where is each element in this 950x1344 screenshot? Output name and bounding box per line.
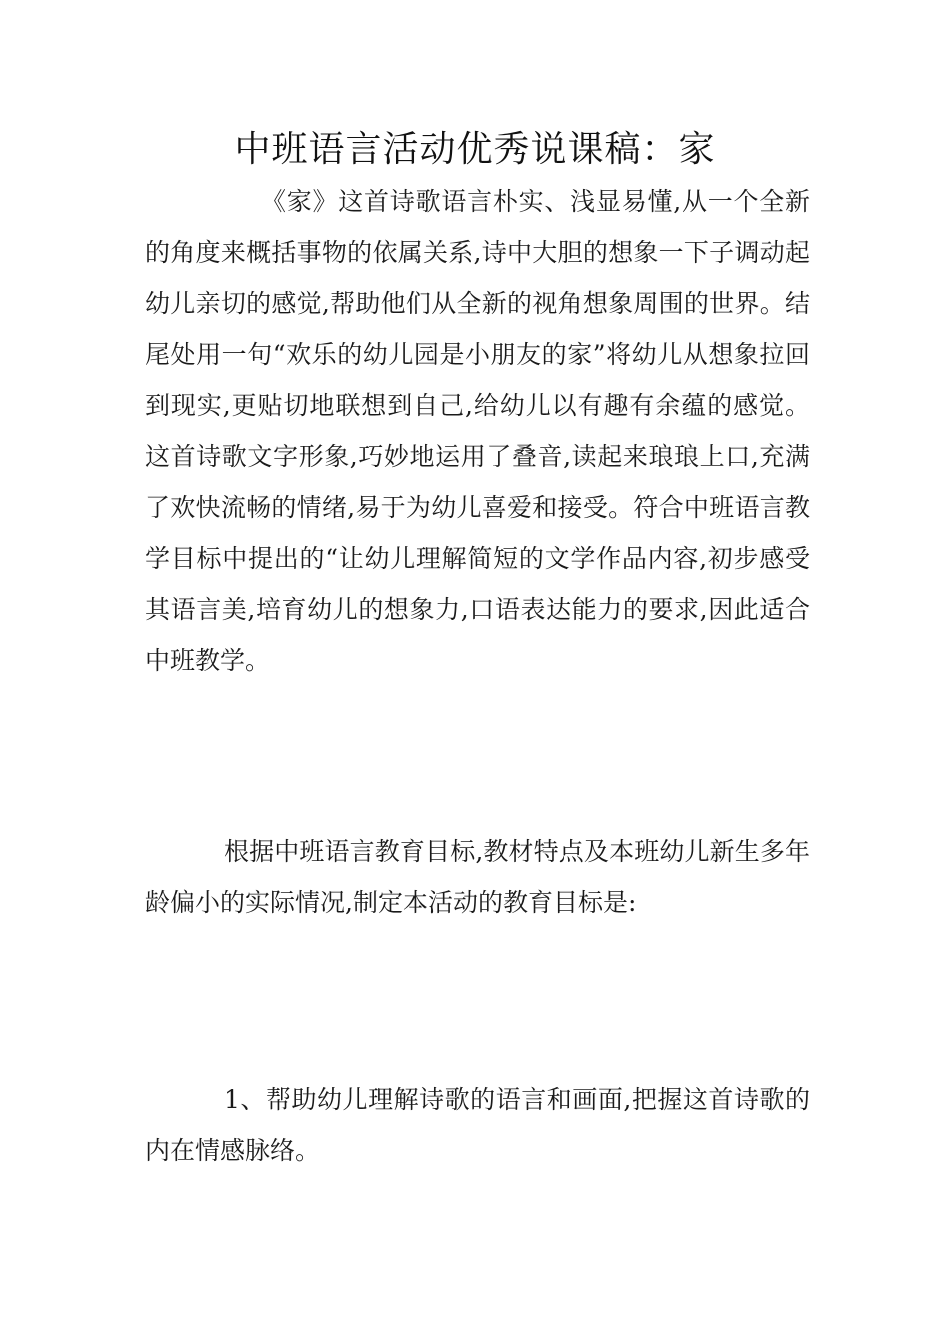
paragraph-goal-1: 1、帮助幼儿理解诗歌的语言和画面,把握这首诗歌的内在情感脉络。 <box>145 1085 810 1165</box>
page-title: 中班语言活动优秀说课稿：家 <box>234 129 716 170</box>
paragraph-goals-intro: 根据中班语言教育目标,教材特点及本班幼儿新生多年龄偏小的实际情况,制定本活动的教育目标是: <box>145 837 810 917</box>
paragraph-intro: 《家》这首诗歌语言朴实、浅显易懂,从一个全新的角度来概括事物的依属关系,诗中大胆的想象一下子调动起幼儿亲切的感觉,帮助他们从全新的视角想象周围的世界。结尾处用一句“欢乐的幼儿园是小朋友的家”将幼儿从想象拉回到现实,更贴切地联想到自己,给幼儿以有趣有余蕴的感觉。这首诗歌文字形象,巧妙地运用了叠音,读起来琅琅上口,充满了欢快流畅的情绪,易于为幼儿喜爱和接受。符合中班语言教学目标中提出的“让幼儿理解简短的文学作品内容,初步感受其语言美,培育幼儿的想象力,口语表达能力的要求,因此适合中班教学。 <box>145 187 810 675</box>
